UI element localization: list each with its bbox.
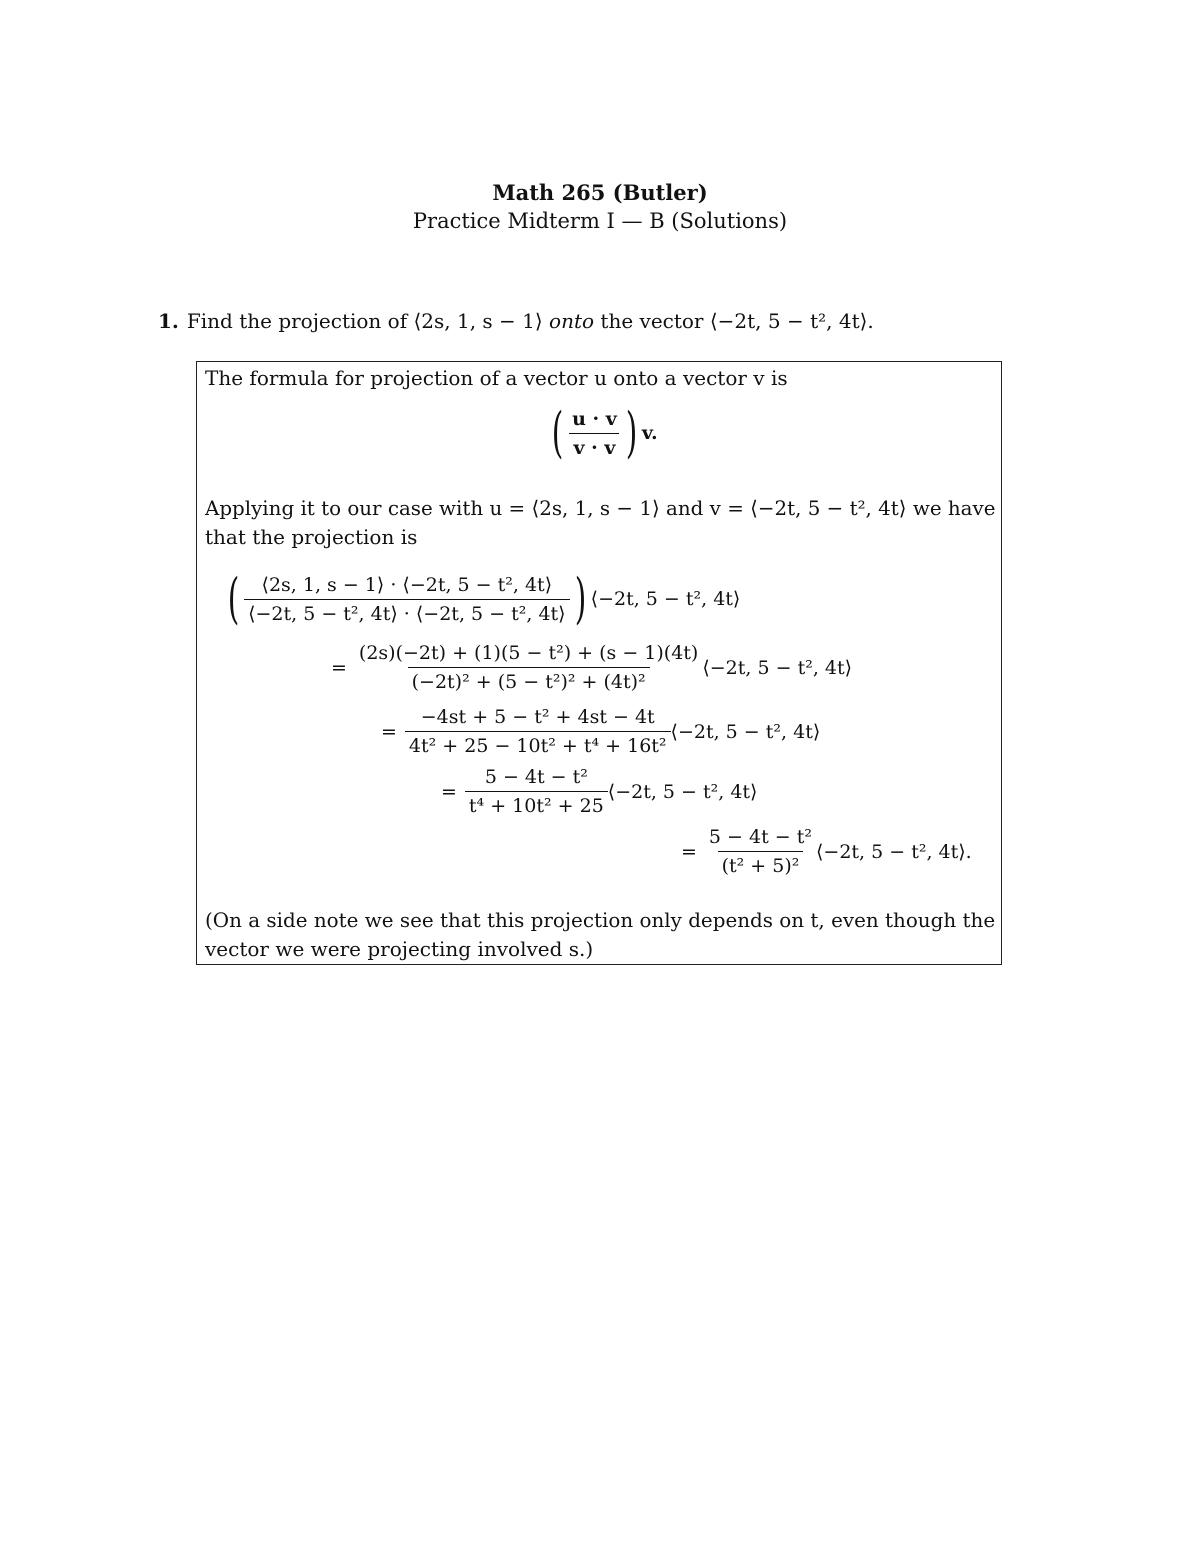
step-0 bbox=[223, 567, 741, 630]
exam-subtitle: Practice Midterm I — B (Solutions) bbox=[412, 209, 788, 233]
step-3-fraction bbox=[465, 766, 608, 817]
step-3-tail: ⟨−2t, 5 − t², 4t⟩ bbox=[607, 780, 758, 803]
step-2-numerator: −4st + 5 − t² + 4st − 4t bbox=[420, 706, 655, 728]
problem-number: 1. bbox=[158, 309, 179, 333]
apply-line-1: Applying it to our case with u = ⟨2s, 1, s − 1⟩ and v = ⟨−2t, 5 − t², 4t⟩ we have bbox=[205, 496, 996, 520]
solution-box bbox=[196, 361, 1002, 965]
step-4-tail: ⟨−2t, 5 − t², 4t⟩. bbox=[815, 840, 972, 863]
step-1-fraction bbox=[355, 642, 702, 693]
formula-denominator: v · v bbox=[569, 433, 619, 459]
step-0-numerator: ⟨2s, 1, s − 1⟩ · ⟨−2t, 5 − t², 4t⟩ bbox=[261, 573, 553, 596]
course-title: Math 265 (Butler) bbox=[492, 180, 708, 205]
step-2-fraction bbox=[405, 706, 671, 757]
step-1-denominator: (−2t)² + (5 − t²)² + (4t)² bbox=[408, 667, 650, 693]
step-4-fraction bbox=[705, 826, 816, 877]
left-paren: ( bbox=[551, 401, 564, 464]
step-1-tail: ⟨−2t, 5 − t², 4t⟩ bbox=[702, 656, 853, 679]
step-0-denominator: ⟨−2t, 5 − t², 4t⟩ · ⟨−2t, 5 − t², 4t⟩ bbox=[244, 599, 570, 625]
step-3-equals: = bbox=[441, 780, 457, 803]
problem-text-b: the vector ⟨−2t, 5 − t², 4t⟩. bbox=[594, 309, 874, 333]
projection-formula bbox=[547, 401, 658, 464]
formula-fraction bbox=[568, 408, 621, 459]
step-2 bbox=[381, 706, 820, 757]
problem-text-onto: onto bbox=[549, 309, 595, 333]
step-0-tail: ⟨−2t, 5 − t², 4t⟩ bbox=[590, 588, 741, 610]
right-paren: ) bbox=[625, 401, 638, 464]
step-2-denominator: 4t² + 25 − 10t² + t⁴ + 16t² bbox=[405, 731, 671, 757]
formula-numerator: u · v bbox=[572, 407, 617, 430]
step-4-numerator: 5 − 4t − t² bbox=[708, 826, 812, 848]
step-3 bbox=[441, 766, 757, 817]
side-note-line-2: vector we were projecting involved s.) bbox=[205, 937, 594, 961]
step-3-numerator: 5 − 4t − t² bbox=[484, 766, 588, 788]
step-0-fraction bbox=[244, 574, 570, 625]
problem-statement bbox=[158, 309, 874, 333]
step-2-tail: ⟨−2t, 5 − t², 4t⟩ bbox=[670, 720, 821, 743]
solution-intro: The formula for projection of a vector u onto a vector v is bbox=[205, 366, 788, 390]
step-4-denominator: (t² + 5)² bbox=[718, 851, 804, 877]
side-note-line-1: (On a side note we see that this projection only depends on t, even though the bbox=[205, 908, 996, 932]
problem-text-a: Find the projection of ⟨2s, 1, s − 1⟩ bbox=[186, 309, 550, 333]
apply-line-2: that the projection is bbox=[205, 525, 418, 549]
formula-tail: v. bbox=[641, 422, 658, 444]
step-4 bbox=[681, 826, 972, 877]
step-4-equals: = bbox=[681, 840, 697, 863]
step-1 bbox=[331, 642, 852, 693]
step-1-equals: = bbox=[331, 656, 347, 679]
step-2-equals: = bbox=[381, 720, 397, 743]
step-3-denominator: t⁴ + 10t² + 25 bbox=[465, 791, 608, 817]
left-paren: ( bbox=[227, 567, 240, 630]
right-paren: ) bbox=[574, 567, 586, 630]
step-1-numerator: (2s)(−2t) + (1)(5 − t²) + (s − 1)(4t) bbox=[358, 642, 699, 664]
